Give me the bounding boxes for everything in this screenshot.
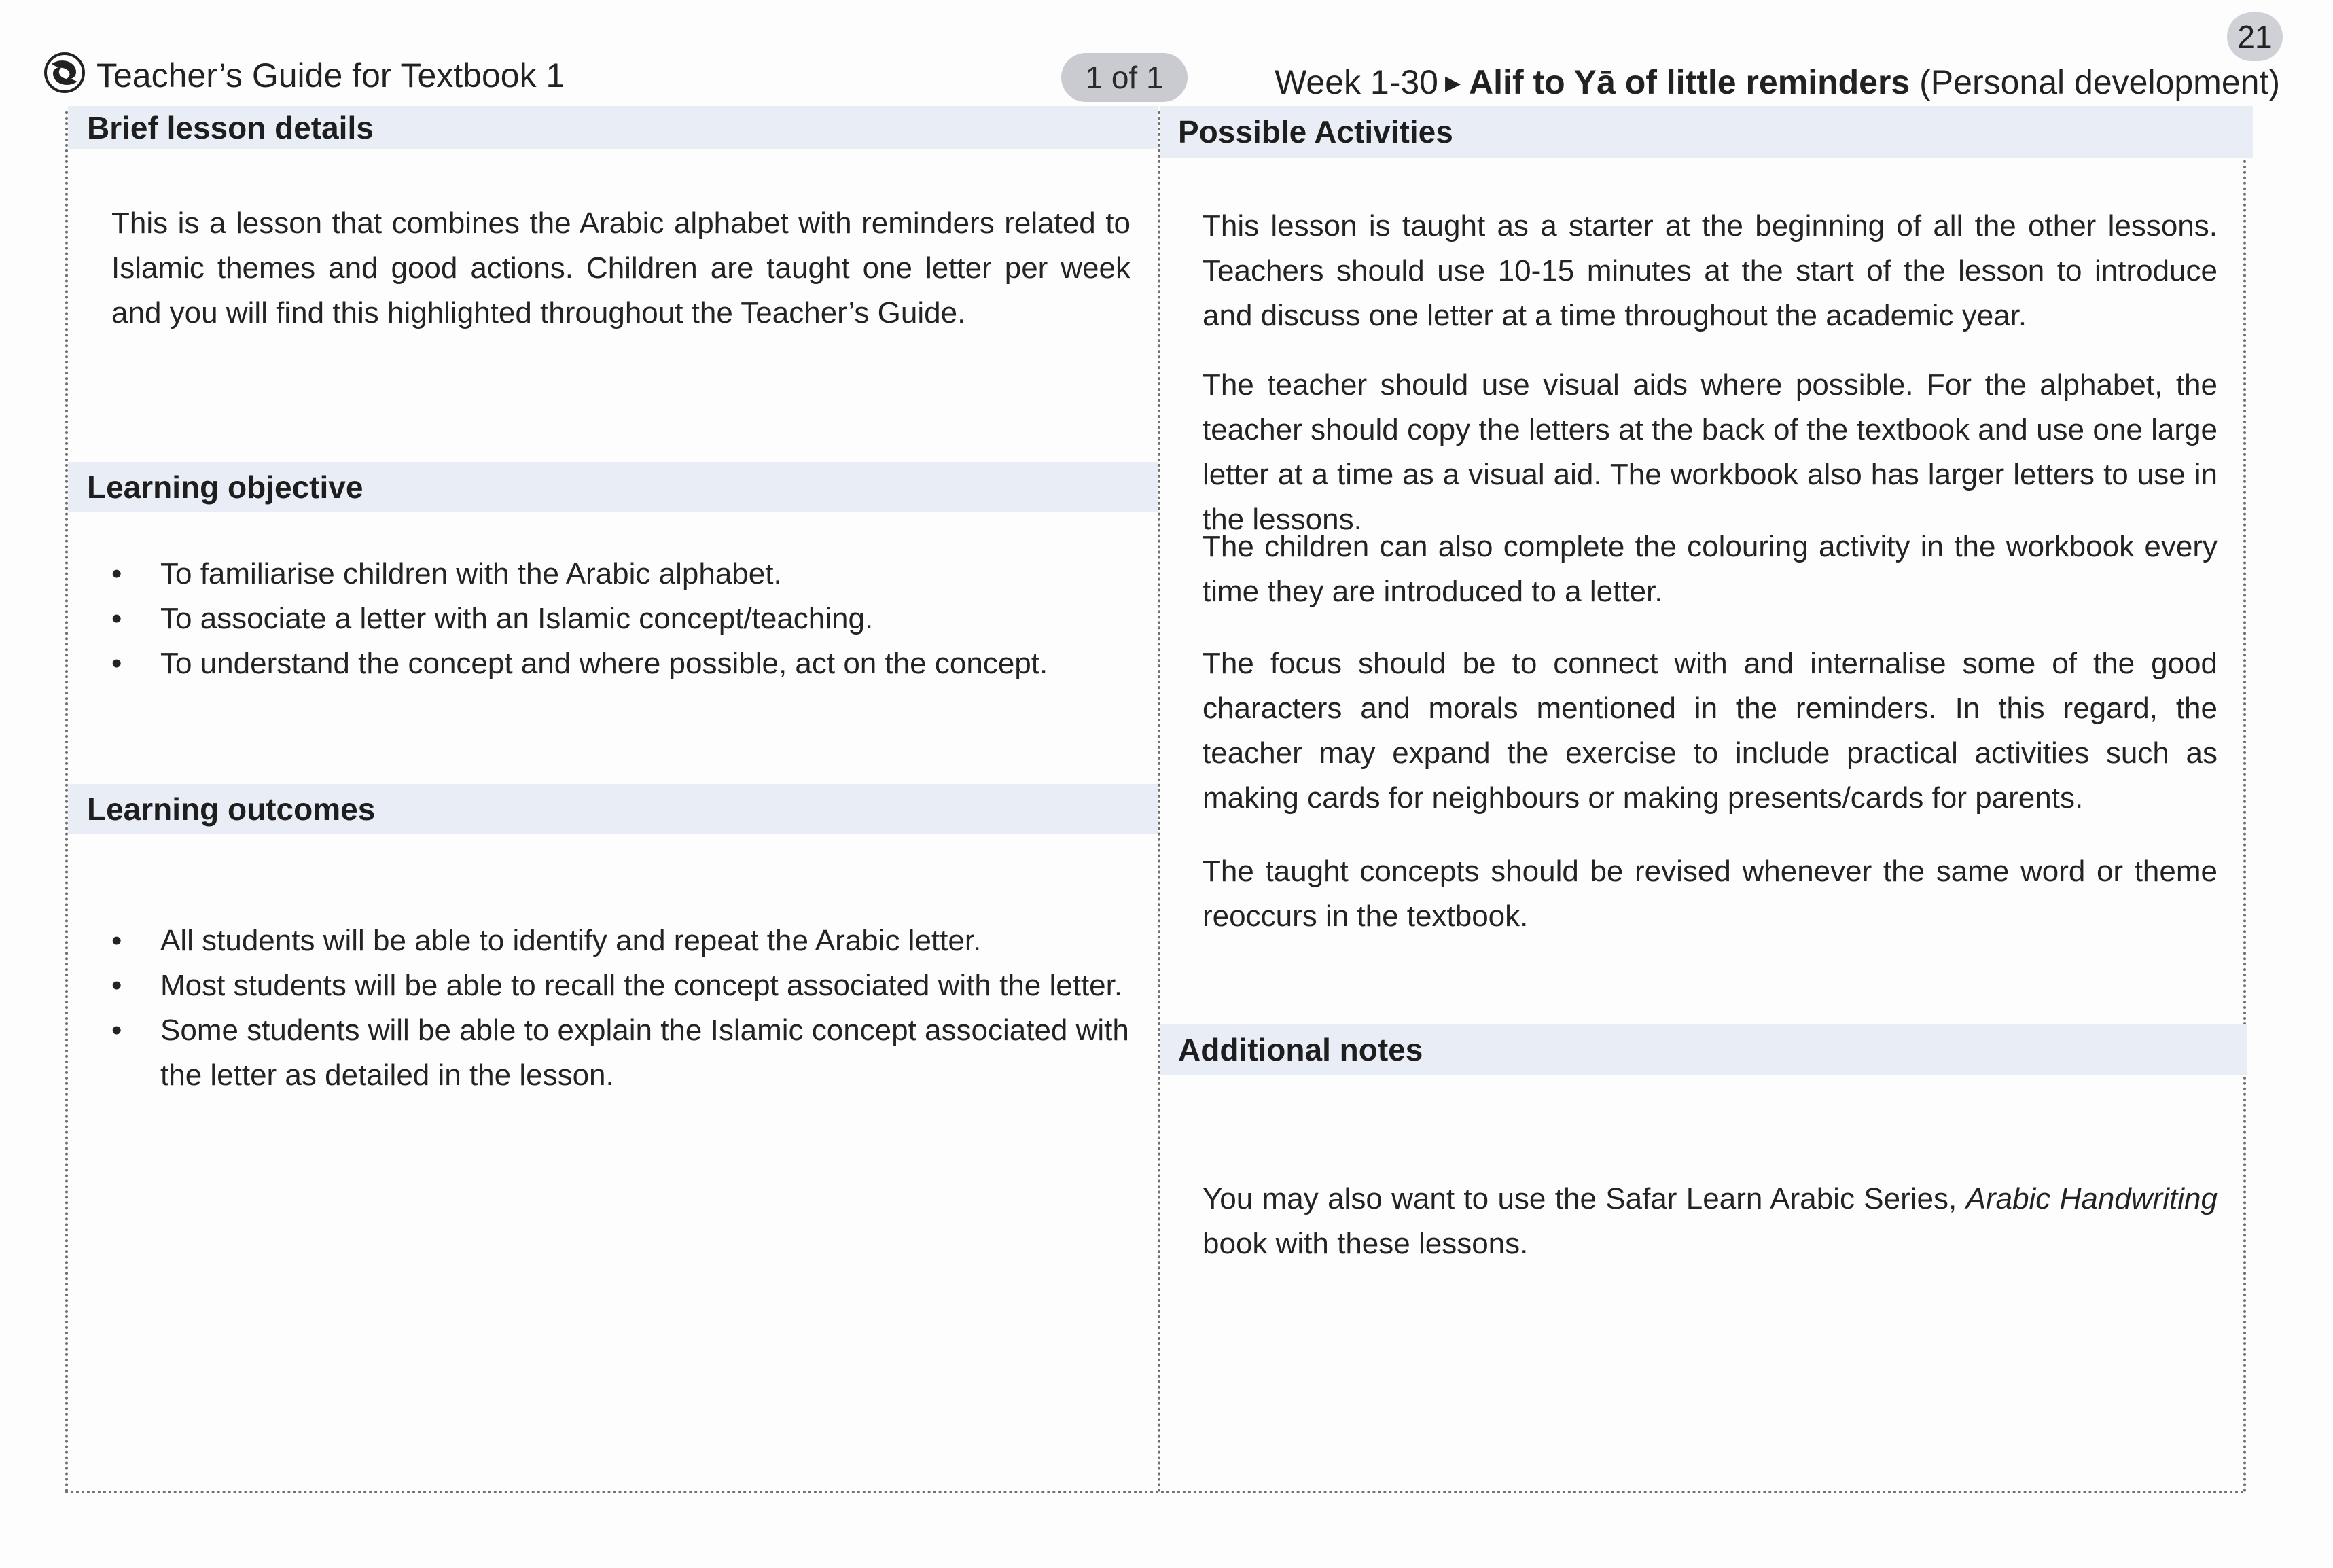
additional-notes-text bbox=[1203, 1177, 2218, 1266]
guide-title: Teacher’s Guide for Textbook 1 bbox=[96, 56, 565, 94]
column-divider bbox=[1158, 111, 1160, 1493]
objective-list bbox=[111, 552, 1130, 686]
safar-logo-icon bbox=[43, 52, 86, 94]
activity-paragraph: The teacher should use visual aids where possible. For the alphabet, the teacher should copy the letters at the back of the textbook and use one large letter at a time as a visual aid. The workbook also has larger letters to use in the lessons. bbox=[1203, 368, 2218, 536]
week-label: Week 1-30 bbox=[1275, 63, 1438, 101]
learning-outcomes-heading: Learning outcomes bbox=[68, 784, 1158, 834]
notes-prefix: You may also want to use the Safar Learn Arabic Series, bbox=[1203, 1182, 1966, 1215]
outcome-text: Most students will be able to recall the concept associated with the letter. bbox=[160, 969, 1123, 1002]
activity-paragraph: The taught concepts should be revised whenever the same word or theme reoccurs in the textbook. bbox=[1203, 855, 2218, 933]
triangle-right-icon: ▶ bbox=[1444, 72, 1461, 94]
outcome-text: All students will be able to identify and repeat the Arabic letter. bbox=[160, 924, 982, 957]
additional-notes-heading: Additional notes bbox=[1160, 1024, 2247, 1075]
bullet: • bbox=[111, 924, 122, 957]
activity-paragraph: This lesson is taught as a starter at the beginning of all the other lessons. Teachers should use 10-15 minutes at the start of the lesson to introduce and discuss one letter at a time throughout the academic year. bbox=[1203, 209, 2218, 332]
unit-subtitle: (Personal development) bbox=[1919, 63, 2280, 101]
bullet: • bbox=[111, 602, 122, 635]
possible-activities-heading: Possible Activities bbox=[1160, 106, 2253, 158]
activity-paragraph: The focus should be to connect with and internalise some of the good characters and morals mentioned in the reminders. In this regard, the teacher may expand the exercise to include practical activities such as making cards for neighbours or making presents/cards for parents. bbox=[1203, 647, 2218, 815]
list-item bbox=[111, 963, 1130, 1008]
objective-text: To understand the concept and where possible, act on the concept. bbox=[160, 647, 1048, 680]
outcome-text: Some students will be able to explain the Islamic concept associated with the letter as detailed in the lesson. bbox=[160, 1014, 1129, 1092]
list-item bbox=[111, 641, 1130, 686]
outcomes-list bbox=[111, 919, 1130, 1098]
list-item bbox=[111, 552, 1130, 596]
list-item bbox=[111, 596, 1130, 641]
bullet: • bbox=[111, 1014, 122, 1047]
unit-title: Alif to Yā of little reminders bbox=[1469, 63, 1910, 101]
list-item bbox=[111, 919, 1130, 963]
page-indicator: 1 of 1 bbox=[1061, 53, 1188, 102]
page-number: 21 bbox=[2227, 12, 2283, 61]
brief-lesson-text: This is a lesson that combines the Arabic alphabet with reminders related to Islamic themes and good actions. Children are taught one letter per week and you will find this highlighted throughout the Teacher’s Guide. bbox=[111, 207, 1130, 329]
notes-suffix: book with these lessons. bbox=[1203, 1227, 1529, 1260]
bullet: • bbox=[111, 647, 122, 680]
learning-objective-heading: Learning objective bbox=[68, 462, 1158, 512]
objective-text: To associate a letter with an Islamic concept/teaching. bbox=[160, 602, 874, 635]
bullet: • bbox=[111, 969, 122, 1002]
bullet: • bbox=[111, 557, 122, 590]
book-title: Arabic Handwriting bbox=[1965, 1182, 2218, 1215]
list-item bbox=[111, 1008, 1130, 1098]
unit-header bbox=[1275, 58, 2280, 107]
brief-lesson-heading: Brief lesson details bbox=[68, 106, 1158, 149]
objective-text: To familiarise children with the Arabic alphabet. bbox=[160, 557, 782, 590]
activity-paragraph: The children can also complete the colouring activity in the workbook every time they are introduced to a letter. bbox=[1203, 530, 2218, 608]
